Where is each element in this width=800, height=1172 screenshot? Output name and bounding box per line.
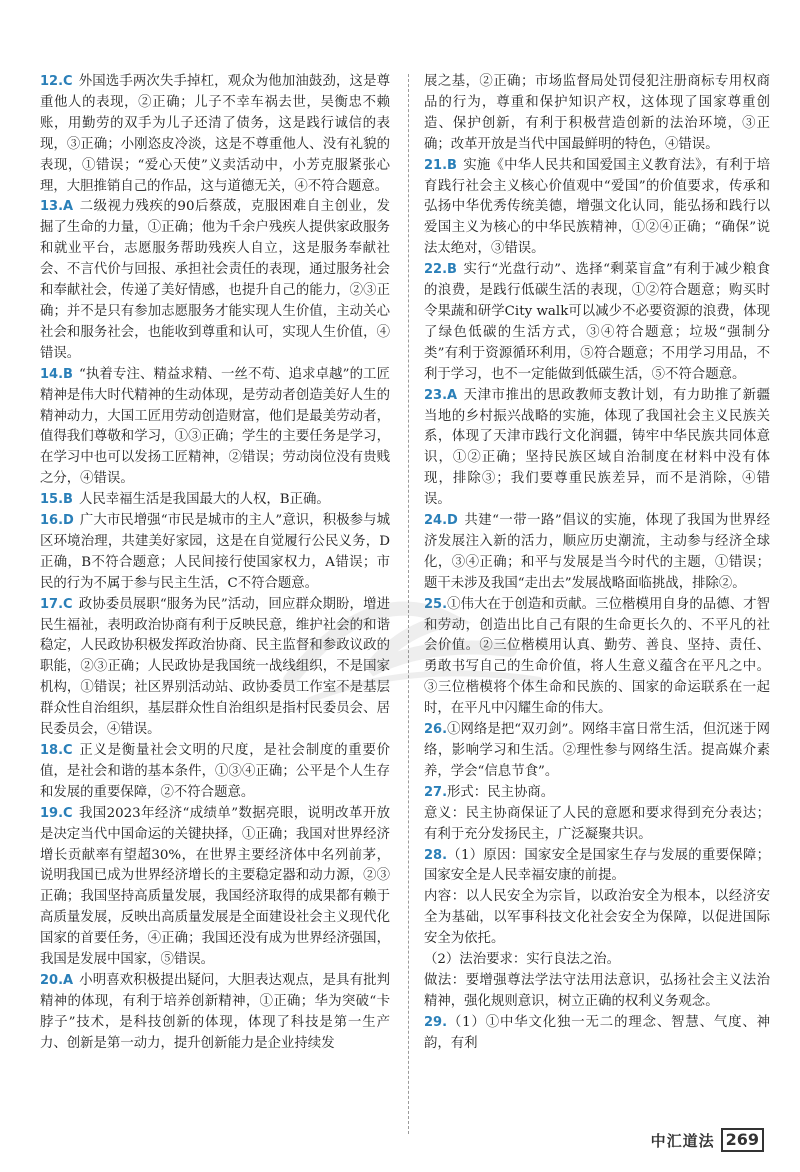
answer-choice: B <box>63 492 73 508</box>
answer-entry <box>424 950 770 971</box>
answer-explanation: 政协委员展职“服务为民”活动，回应群众期盼，增进民生福祉，表明政治协商有利于反映民意，维护社会的和谐稳定，人民政协积极发挥政治协商、民主监督和参政议政的职能，②③正确；人民政协是我国统一战线组织，不是国家机构，①错误；社区界别活动站、政协委员工作室不是基层群众性自治组织，基层群众性自治组织是指村民委员会、居民委员会，④错误。 <box>40 596 390 738</box>
answer-entry <box>40 72 390 197</box>
answer-explanation: 展之基，②正确；市场监督局处罚侵犯注册商标专用权商品的行为，尊重和保护知识产权，这体现了国家尊重创造、保护创新，有利于积极营造创新的法治环境，③正确；改革开放是当代中国最鲜明的特色，④错误。 <box>424 74 770 152</box>
page-footer <box>651 1128 764 1152</box>
question-number: 27. <box>424 784 448 800</box>
answer-entry <box>424 386 770 511</box>
question-number: 20. <box>40 972 64 988</box>
question-number: 18. <box>40 743 64 758</box>
answer-explanation: “执着专注、精益求精、一丝不苟、追求卓越”的工匠精神是伟大时代精神的生动体现，是劳动者创造美好人生的精神动力，大国工匠用劳动创造财富，他们是最美劳动者，值得我们尊敬和学习，①③正确；学生的主要任务是学习，在学习中也可以发扬工匠精神，②错误；劳动岗位没有贵贱之分，④错误。 <box>40 366 390 487</box>
answer-entry <box>424 720 770 783</box>
question-number: 21. <box>424 157 448 173</box>
answer-explanation: 实施《中华人民共和国爱国主义教育法》，有利于培育践行社会主义核心价值观中“爱国”的价值要求，传承和弘扬中华优秀传统美德，增强文化认同，能弘扬和践行以爱国主义为核心的中华民族精神，①②④正确；“确保”说法太绝对，③错误。 <box>424 157 770 257</box>
answer-entry <box>40 511 390 595</box>
answer-choice: A <box>63 199 74 215</box>
question-number: 15. <box>40 492 64 508</box>
answer-choice: C <box>63 596 73 612</box>
answer-entry <box>424 846 770 888</box>
answer-explanation: 形式：民主协商。 <box>447 784 555 800</box>
answer-explanation: 共建“一带一路”倡议的实施，体现了我国为世界经济发展注入新的活力，顺应历史潮流，主动参与经济全球化，③④正确；和平与发展是当今时代的主题，①错误；题干未涉及我国“走出去”发展战略面临挑战，排除②。 <box>424 513 770 591</box>
answer-entry <box>424 511 770 595</box>
answer-entry <box>424 804 770 846</box>
answer-entry <box>40 971 390 1055</box>
answer-choice: B <box>447 157 457 173</box>
answer-entry <box>40 595 390 741</box>
answer-entry <box>40 490 390 511</box>
footer-brand: 中汇道法 <box>650 1131 715 1150</box>
question-number: 28. <box>424 847 448 863</box>
question-number: 12. <box>40 74 64 89</box>
question-number: 24. <box>424 513 448 529</box>
answer-choice: C <box>63 805 73 821</box>
column-divider <box>408 74 409 1134</box>
question-number: 19. <box>40 805 64 821</box>
answer-explanation: 外国选手两次失手掉杠，观众为他加油鼓劲，这是尊重他人的表现，②正确；儿子不幸车祸去世，吴衡忠不赖账，用勤劳的双手为儿子还清了债务，这是践行诚信的表现，③正确；小刚恣皮冷淡，这是不尊重他人、没有礼貌的表现，①错误；“爱心天使”义卖活动中，小芳克服紧张心理，大胆推销自己的作品，这与道德无关，④不符合题意。 <box>40 74 390 194</box>
answer-explanation: 我国2023年经济“成绩单”数据亮眼，说明改革开放是决定当代中国命运的关键抉择，①正确；我国对世界经济增长贡献率有望超30%，在世界主要经济体中名列前茅，说明我国已成为世界经济增长的主要稳定器和动力源，②③正确；我国坚持高质量发展，我国经济取得的成果都有赖于高质量发展，反映出高质量发展是全面建设社会主义现代化国家的首要任务，④正确；我国还没有成为世界经济强国，我国是发展中国家，⑤错误。 <box>40 805 390 968</box>
answer-explanation: ①网络是把“双刃剑”。网络丰富日常生活，但沉迷于网络，影响学习和生活。②理性参与网络生活。提高媒介素养，学会“信息节食”。 <box>424 722 770 779</box>
answer-choice: B <box>447 262 457 278</box>
answer-explanation: 实行“光盘行动”、选择“剩菜盲盒”有利于减少粮食的浪费，是践行低碳生活的表现，①②符合题意；购买时令果蔬和研学City walk可以减少不必要资源的浪费，体现了绿色低碳的生活方式，③④符合题意；垃圾“强制分类”有利于资源循环利用，⑤符合题意；不用学习用品，不利于学习，也不一定能做到低碳生活，⑤不符合题意。 <box>424 262 770 382</box>
question-number: 26. <box>424 722 448 738</box>
answer-entry <box>40 365 390 490</box>
answer-explanation: ①伟大在于创造和贡献。三位楷模用自身的品德、才智和劳动，创造出比自己有限的生命更长久的、不平凡的社会价值。②三位楷模用认真、勤劳、善良、坚持、责任、勇敢书写自己的生命价值，将人生意义蕴含在平凡之中。③三位楷模将个体生命和民族的、国家的命运联系在一起时，在平凡中闪耀生命的伟大。 <box>424 596 770 717</box>
answer-entry <box>424 1013 770 1055</box>
answer-entry <box>424 260 770 385</box>
answer-choice: A <box>63 972 74 988</box>
answer-entry <box>424 971 770 1013</box>
answer-explanation: 做法：要增强尊法学法守法用法意识，弘扬社会主义法治精神，强化规则意识，树立正确的权利义务观念。 <box>424 972 770 1009</box>
question-number: 29. <box>424 1014 448 1030</box>
answer-explanation: 广大市民增强“市民是城市的主人”意识，积极参与城区环境治理，共建美好家园，这是在自觉履行公民义务，D正确，B不符合题意；人民间接行使国家权力，A错误；市民的行为不属于参与民主生活，C不符合题意。 <box>40 513 390 591</box>
answer-entry <box>40 197 390 364</box>
answer-entry <box>424 72 770 156</box>
answer-choice: C <box>63 743 73 758</box>
answer-entry <box>424 595 770 720</box>
answer-entry <box>424 783 770 804</box>
answer-choice: B <box>63 366 73 382</box>
answer-choice: D <box>63 513 74 529</box>
answer-explanation: 天津市推出的思政教师支教计划，有力助推了新疆当地的乡村振兴战略的实施，体现了我国社会主义民族关系，体现了天津市践行文化润疆，铸牢中华民族共同体意识，①②正确；坚持民族区域自治制度在材料中没有体现，排除③；我们要尊重民族差异，而不是消除，④错误。 <box>424 387 770 508</box>
answer-explanation: （1）①中华文化独一无二的理念、智慧、气度、神韵，有利 <box>424 1014 770 1051</box>
question-number: 14. <box>40 366 64 382</box>
answer-explanation: 小明喜欢积极提出疑问，大胆表达观点，是具有批判精神的体现，有利于培养创新精神，①正确；华为突破“卡脖子”技术，是科技创新的体现，体现了科技是第一生产力、创新是第一动力，提升创新能力是企业持续发 <box>40 972 390 1051</box>
right-column <box>424 72 770 1055</box>
answer-entry <box>424 156 770 261</box>
answer-explanation: 人民幸福生活是我国最大的人权，B正确。 <box>78 492 330 508</box>
left-column <box>40 72 390 1055</box>
question-number: 17. <box>40 596 64 612</box>
answer-entry <box>40 804 390 971</box>
answer-entry <box>40 741 390 804</box>
question-number: 13. <box>40 199 64 215</box>
answer-explanation: 正义是衡量社会文明的尺度，是社会制度的重要价值，是社会和谐的基本条件，①③④正确；公平是个人生存和发展的重要保障，②不符合题意。 <box>40 743 390 800</box>
answer-explanation: （1）原因：国家安全是国家生存与发展的重要保障；国家安全是人民幸福安康的前提。 <box>424 847 770 884</box>
answer-explanation: 内容：以人民安全为宗旨，以政治安全为根本，以经济安全为基础，以军事科技文化社会安全为保障，以促进国际安全为依托。 <box>424 889 770 947</box>
page-number: 269 <box>721 1128 764 1152</box>
question-number: 23. <box>424 387 448 403</box>
answer-explanation: 二级视力残疾的90后蔡荿，克服困难自主创业，发掘了生命的力量，①正确；他为千余户残疾人提供家政服务和就业平台，志愿服务帮助残疾人自立，这是服务奉献社会、不言代价与回报、承担社会责任的表现，通过服务社会和奉献社会，传递了美好情感，也提升自己的能力，②③正确；并不是只有参加志愿服务才能实现人生价值，主动关心社会和服务社会，也能收到尊重和认可，实现人生价值，④错误。 <box>40 199 390 361</box>
answer-explanation: （2）法治要求：实行良法之治。 <box>424 952 620 968</box>
answer-choice: C <box>63 74 73 89</box>
answer-entry <box>424 887 770 950</box>
answer-choice: D <box>447 513 458 529</box>
question-number: 16. <box>40 513 64 529</box>
question-number: 22. <box>424 262 448 278</box>
answer-choice: A <box>447 387 458 403</box>
question-number: 25. <box>424 596 448 612</box>
answer-explanation: 意义：民主协商保证了人民的意愿和要求得到充分表达；有利于充分发扬民主，广泛凝聚共识。 <box>424 805 770 842</box>
